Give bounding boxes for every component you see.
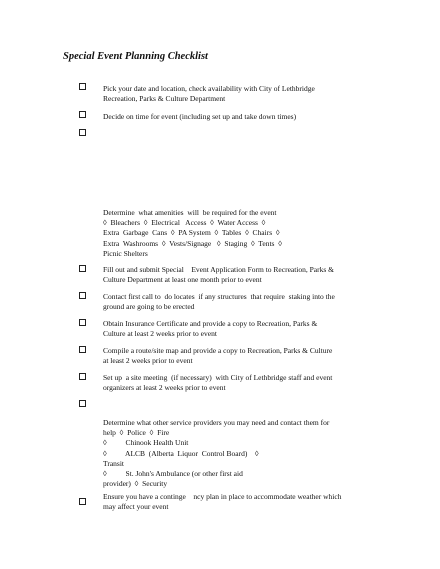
checkbox-site-meeting[interactable]: [79, 373, 86, 380]
checkbox-contingency-plan[interactable]: [79, 498, 86, 505]
checkbox-service-providers[interactable]: [79, 400, 86, 407]
checkbox-amenities[interactable]: [79, 129, 86, 136]
checkbox-decide-time[interactable]: [79, 111, 86, 118]
item-first-call: Contact first call to do locates if any structures that require staking into the ground are going to be erected: [103, 292, 335, 312]
item-route-map: Compile a route/site map and provide a copy to Recreation, Parks & Culture at least 2 weeks prior to event: [103, 346, 333, 366]
item-contingency-plan: Ensure you have a continge ncy plan in place to accommodate weather which may affect your event: [103, 492, 342, 512]
item-application-form: Fill out and submit Special Event Application Form to Recreation, Parks & Culture Department at least one month prior to event: [103, 265, 335, 285]
item-insurance: Obtain Insurance Certificate and provide a copy to Recreation, Parks & Culture at least 2 weeks prior to event: [103, 319, 318, 339]
item-amenities: Determine what amenities will be required for the event ◊ Bleachers ◊ Electrical Access ◊ Water Access ◊ Extra Garbage Cans ◊ PA System ◊ Tables ◊ Chairs ◊ Extra Washrooms ◊ Vests/Signage ◊ Staging ◊ Tents ◊ Picnic Shelters: [103, 208, 282, 258]
item-service-providers: Determine what other service providers you may need and contact them for help ◊ Police ◊ Fire ◊ Chinook Health Unit ◊ ALCB (Alberta Liquor Control Board) ◊ Transit ◊ St. John's Ambulance (or other first aid provider) ◊ Security: [103, 418, 330, 489]
checkbox-pick-date[interactable]: [79, 83, 86, 90]
item-decide-time: Decide on time for event (including set up and take down times): [103, 112, 297, 121]
checkbox-application-form[interactable]: [79, 265, 86, 272]
checkbox-first-call[interactable]: [79, 292, 86, 299]
checkbox-route-map[interactable]: [79, 346, 86, 353]
page-title: Special Event Planning Checklist: [63, 51, 208, 62]
item-pick-date: Pick your date and location, check availability with City of Lethbridge Recreation, Parks & Culture Department: [103, 84, 315, 104]
item-site-meeting: Set up a site meeting (if necessary) with City of Lethbridge staff and event organizers at least 2 weeks prior to event: [103, 373, 333, 393]
checkbox-insurance[interactable]: [79, 319, 86, 326]
